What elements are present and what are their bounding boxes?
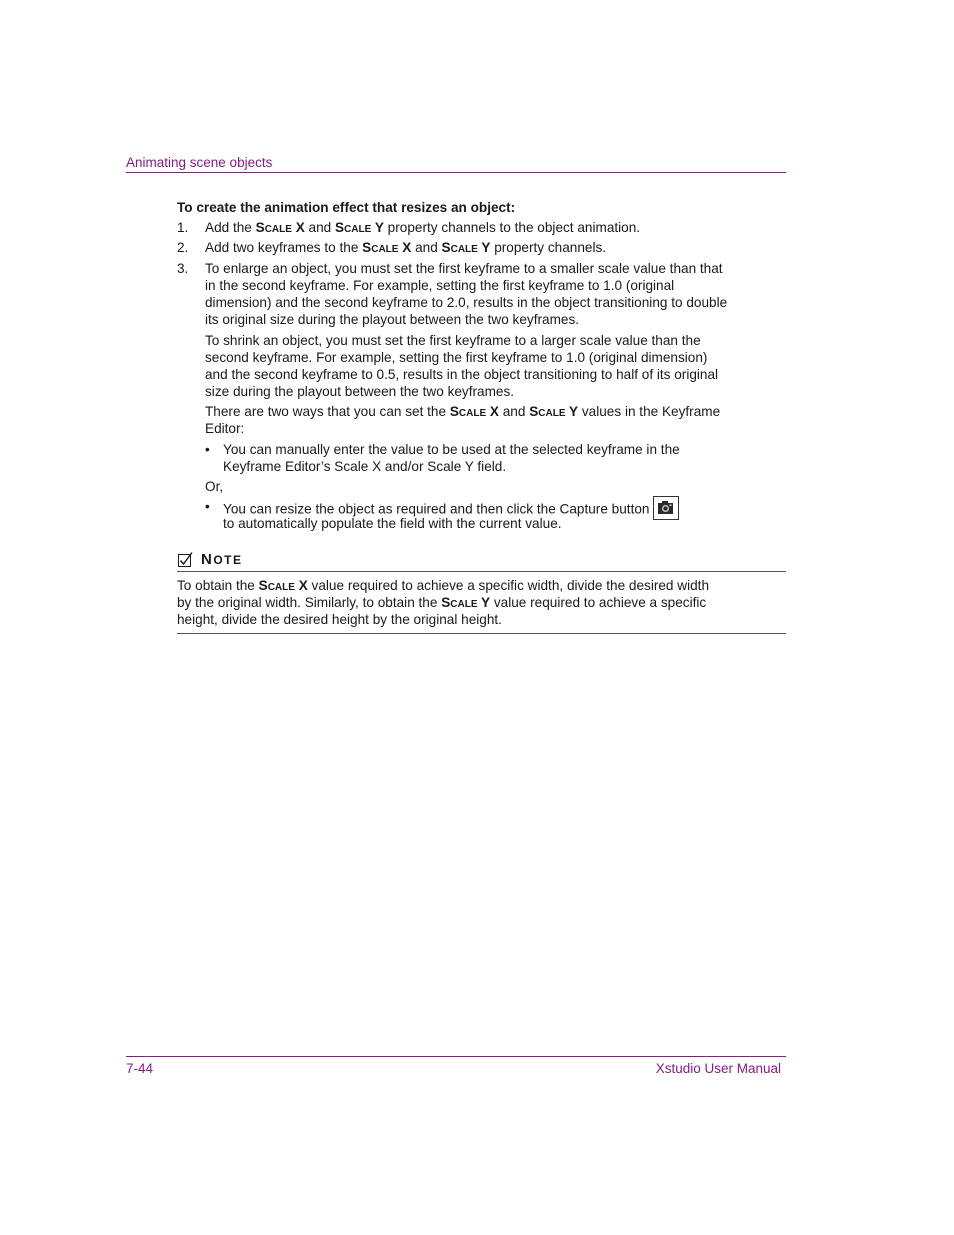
checkbox-icon: [178, 552, 193, 567]
note-end-rule: [177, 633, 786, 634]
step-2-text: Add two keyframes to the Scale X and Scale Y property channels.: [205, 240, 607, 255]
step-1-text: Add the Scale X and Scale Y property channels to the object animation.: [205, 220, 641, 235]
note-title: NOTE: [201, 551, 243, 568]
bullet-1-marker: •: [205, 442, 210, 457]
running-header: [126, 154, 786, 173]
note-header: [177, 550, 786, 572]
bullet-1-line: You can manually enter the value to be used at the selected keyframe in the: [223, 442, 680, 457]
camera-icon: [657, 500, 674, 515]
or-text: Or,: [205, 479, 224, 494]
running-footer: [126, 1056, 786, 1076]
section-title: Animating scene objects: [126, 155, 273, 170]
step-3-p2-line: second keyframe. For example, setting the first keyframe to 1.0 (original dimension): [205, 350, 708, 365]
note-line: To obtain the Scale X value required to achieve a specific width, divide the desired width: [177, 578, 710, 593]
step-3-p2-line: To shrink an object, you must set the first keyframe to a larger scale value than the: [205, 333, 701, 348]
step-1-number: 1.: [177, 220, 189, 235]
step-3-p1-line: its original size during the playout between the two keyframes.: [205, 312, 580, 327]
step-2-number: 2.: [177, 240, 189, 255]
step-3-p1-line: in the second keyframe. For example, setting the first keyframe to 1.0 (original: [205, 278, 675, 293]
bullet-2-marker: •: [205, 499, 210, 514]
bullet-2-line: to automatically populate the field with the current value.: [223, 516, 562, 531]
procedure-heading: To create the animation effect that resizes an object:: [177, 200, 516, 215]
step-3-p3-line: Editor:: [205, 421, 245, 436]
step-3-p3-line: There are two ways that you can set the Scale X and Scale Y values in the Keyframe: [205, 404, 721, 419]
bullet-1-line: Keyframe Editor’s Scale X and/or Scale Y field.: [223, 459, 507, 474]
step-3-number: 3.: [177, 261, 189, 276]
capture-button[interactable]: [653, 496, 679, 520]
step-3-p1-line: dimension) and the second keyframe to 2.0, results in the object transitioning to double: [205, 295, 728, 310]
note-line: by the original width. Similarly, to obtain the Scale Y value required to achieve a specific: [177, 595, 707, 610]
step-3-p2-line: size during the playout between the two keyframes.: [205, 384, 515, 399]
step-3-p2-line: and the second keyframe to 0.5, results in the object transitioning to half of its original: [205, 367, 719, 382]
note-line: height, divide the desired height by the original height.: [177, 612, 502, 627]
step-3-p1-line: To enlarge an object, you must set the first keyframe to a smaller scale value than that: [205, 261, 723, 276]
manual-title: Xstudio User Manual: [655, 1061, 781, 1076]
bullet-2-line: You can resize the object as required and then click the Capture button: [223, 498, 679, 522]
page-number: 7-44: [126, 1061, 154, 1076]
